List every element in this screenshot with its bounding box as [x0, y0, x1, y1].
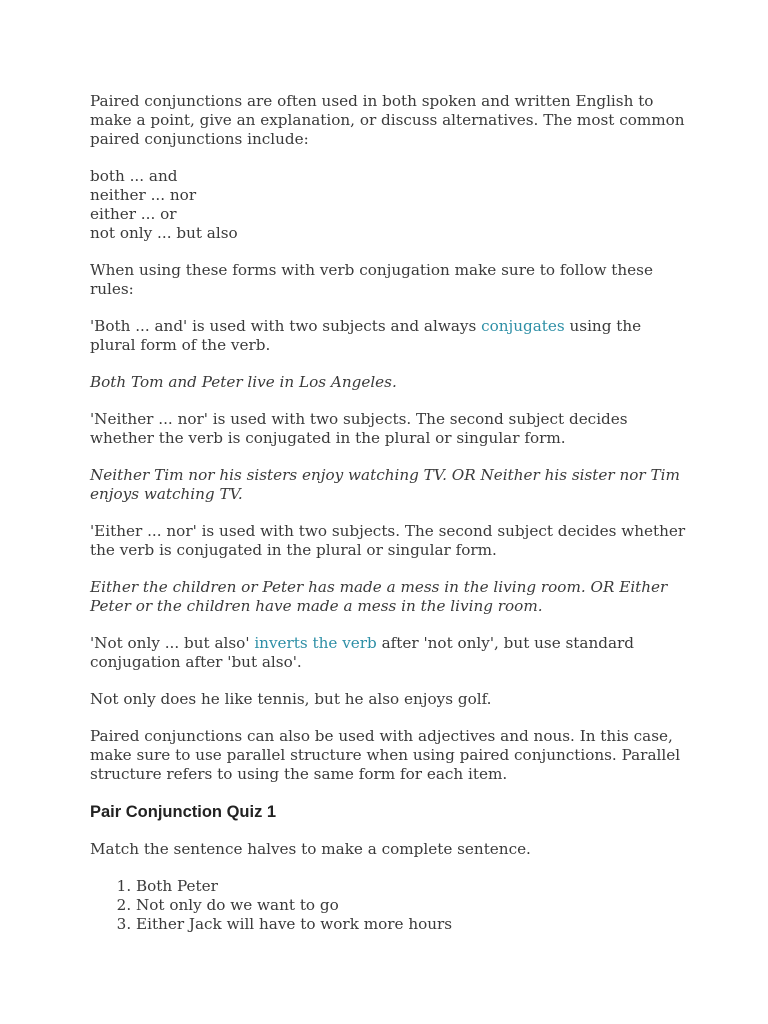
rule-not-only-text-before: 'Not only ... but also' — [90, 634, 255, 652]
pair-item: neither ... nor — [90, 186, 197, 204]
intro-paragraph: Paired conjunctions are often used in both spoken and written English to make a point, give an explanation, or discuss alternatives. The most common paired conjunctions include: — [90, 92, 685, 148]
rule-not-only — [90, 634, 688, 672]
quiz-item: 2. Not only do we want to go — [136, 896, 688, 915]
common-pairs-list — [90, 167, 688, 243]
quiz-item: 1. Both Peter — [136, 877, 688, 896]
rule-both-text-before: 'Both ... and' is used with two subjects and always — [90, 317, 482, 335]
rule-neither: 'Neither ... nor' is used with two subjects. The second subject decides whether the verb is conjugated in the plural or singular form. — [90, 410, 628, 447]
pair-item: both ... and — [90, 167, 178, 185]
example-either — [90, 578, 688, 616]
example-either-text: Either the children or Peter has made a mess in the living room. OR Either Peter or the children have made a mess in the living room. — [90, 578, 668, 615]
example-neither-text: Neither Tim nor his sisters enjoy watching TV. OR Neither his sister nor Tim enjoys watching TV. — [90, 466, 680, 503]
conjugates-link[interactable]: conjugates — [481, 317, 565, 335]
pair-item: either ... or — [90, 205, 177, 223]
pair-item: not only ... but also — [90, 224, 238, 242]
example-both-text: Both Tom and Peter live in Los Angeles. — [90, 373, 397, 391]
rule-both — [90, 317, 688, 355]
rule-either: 'Either ... nor' is used with two subjects. The second subject decides whether the verb is conjugated in the plural or singular form. — [90, 522, 686, 559]
quiz-heading: Pair Conjunction Quiz 1 — [90, 803, 277, 821]
example-not-only: Not only does he like tennis, but he also enjoys golf. — [90, 690, 492, 708]
rule-not-only-text-after: after 'not only', but use standard conjugation after 'but also'. — [90, 634, 635, 671]
quiz-instruction: Match the sentence halves to make a complete sentence. — [90, 840, 531, 858]
example-neither — [90, 466, 688, 504]
quiz-item: 3. Either Jack will have to work more hours — [136, 915, 688, 934]
quiz-items-list — [90, 877, 688, 934]
parallel-note: Paired conjunctions can also be used with adjectives and nous. In this case, make sure to use parallel structure when using paired conjunctions. Parallel structure refers to using the same form for each item. — [90, 727, 681, 783]
rules-intro: When using these forms with verb conjugation make sure to follow these rules: — [90, 261, 653, 298]
rule-both-text-after: using the plural form of the verb. — [90, 317, 642, 354]
example-both — [90, 373, 688, 392]
inverts-the-verb-link[interactable]: inverts the verb — [254, 634, 377, 652]
